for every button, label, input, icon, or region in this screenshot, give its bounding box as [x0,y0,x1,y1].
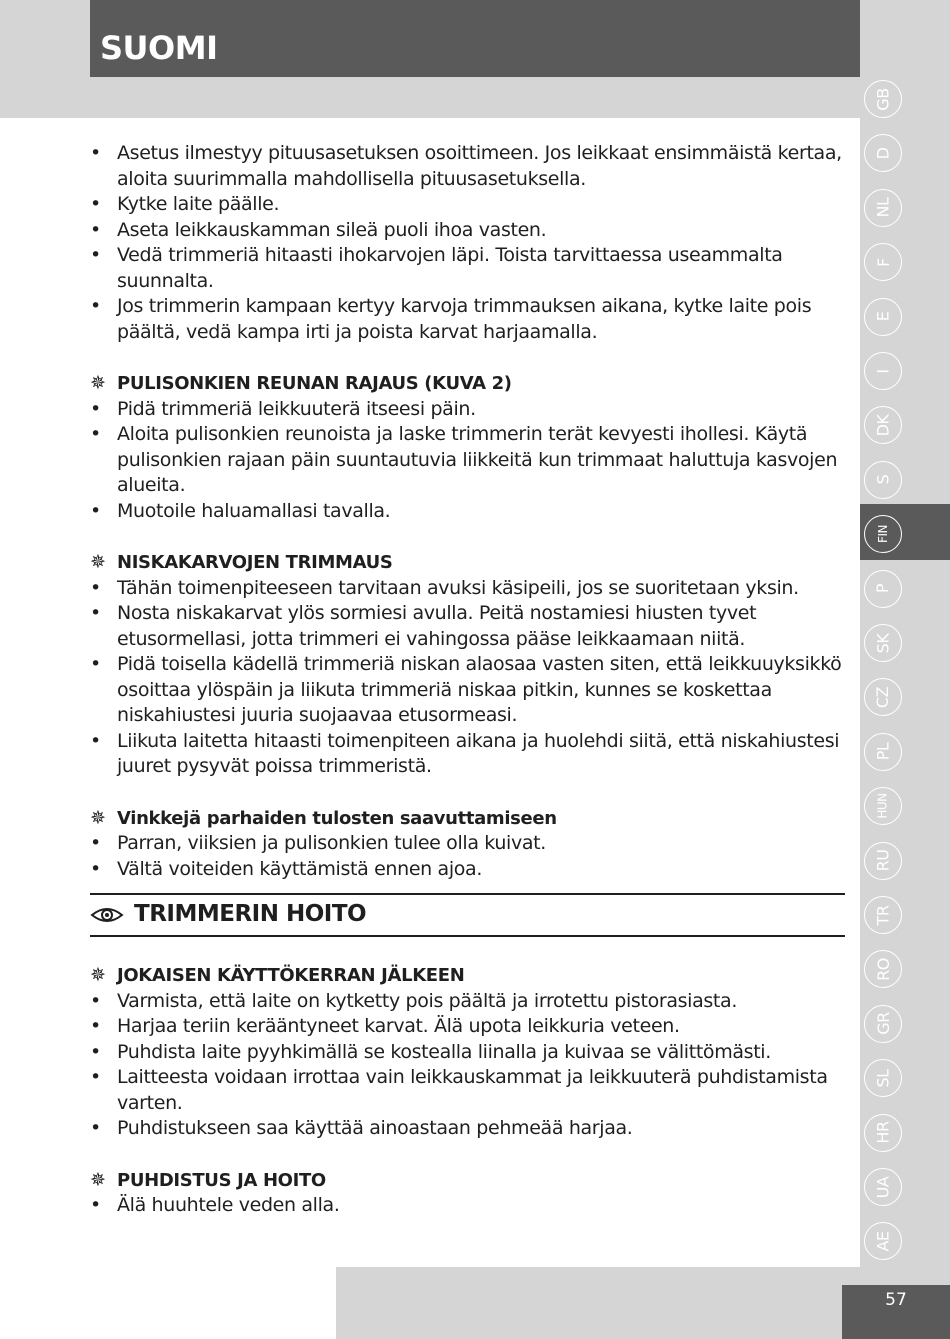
language-tab-sl[interactable] [864,1059,902,1097]
sparkle-icon: ✵ [90,372,106,394]
intro-list [90,141,845,345]
language-tab-label: F [873,257,893,267]
language-tab-label: GB [873,87,893,111]
list-item: • Pidä trimmeriä leikkuuterä itseesi päin. [90,397,845,423]
main-content [90,141,845,1219]
heading-text: NISKAKARVOJEN TRIMMAUS [117,552,393,573]
section-heading-after-use [90,963,845,989]
language-tab-nl[interactable] [864,189,902,227]
heading-text: PULISONKIEN REUNAN RAJAUS (KUVA 2) [117,373,512,394]
language-tab-label: PL [873,743,893,761]
section-heading-neck [90,550,845,576]
language-tab-label: D [873,147,893,160]
heading-text: JOKAISEN KÄYTTÖKERRAN JÄLKEEN [117,965,465,986]
sparkle-icon: ✵ [90,551,106,573]
list-item: • Varmista, että laite on kytketty pois päältä ja irrotettu pistorasiasta. [90,989,845,1015]
language-tab-label: HR [873,1121,893,1144]
neck-list [90,576,845,780]
language-tab-label: SL [873,1069,893,1088]
page-number: 57 [885,1290,907,1310]
tips-list [90,831,845,882]
language-tab-label: HUN [875,793,890,819]
list-item: • Aloita pulisonkien reunoista ja laske trimmerin terät kevyesti ihollesi. Käytä pulisonkien rajaan päin suuntautuvia liikkeitä kun trimmaat haluttuja kasvojen alueita. [90,422,845,499]
language-tab-f[interactable] [864,243,902,281]
section-heading-tips [90,806,845,832]
list-item: • Aseta leikkauskamman sileä puoli ihoa vasten. [90,218,845,244]
language-tab-s[interactable] [864,461,902,499]
sparkle-icon: ✵ [90,806,106,829]
spacer [90,937,845,963]
language-tab-sk[interactable] [864,624,902,662]
language-tab-ru[interactable] [864,842,902,880]
language-tab-label: TR [873,905,893,925]
sideburns-list [90,397,845,525]
language-tab-label: DK [873,414,893,437]
care-section-title: TRIMMERIN HOITO [134,901,367,928]
language-tab-label: UA [873,1176,893,1198]
eye-icon [90,905,124,925]
page-number-box [842,1285,950,1339]
list-item: • Nosta niskakarvat ylös sormiesi avulla. Peitä nostamiesi hiusten tyvet etusormellasi, jotta trimmeri ei vahingossa pääse leikkaamaan niitä. [90,601,845,652]
list-item: • Puhdista laite pyyhkimällä se kostealla liinalla ja kuivaa se välittömästi. [90,1040,845,1066]
language-tab-label: RO [873,958,893,981]
language-tab-gr[interactable] [864,1005,902,1043]
language-tab-label: FIN [875,525,890,544]
list-item: • Kytke laite päälle. [90,192,845,218]
sparkle-icon: ✵ [90,1168,106,1191]
cleaning-list [90,1193,845,1219]
language-tab-label: S [873,474,893,485]
list-item: • Vedä trimmeriä hitaasti ihokarvojen läpi. Toista tarvittaessa useammalta suunnalta. [90,243,845,294]
language-tab-label: CZ [873,686,893,708]
language-tab-i[interactable] [864,352,902,390]
language-tab-label: SK [873,633,893,653]
language-tab-e[interactable] [864,298,902,336]
care-section-bar [90,893,845,937]
section-heading-sideburns [90,371,845,397]
list-item: • Puhdistukseen saa käyttää ainoastaan pehmeää harjaa. [90,1116,845,1142]
sparkle-icon: ✵ [90,964,106,986]
language-tab-ua[interactable] [864,1168,902,1206]
heading-text: PUHDISTUS JA HOITO [117,1169,326,1191]
list-item: • Parran, viiksien ja pulisonkien tulee olla kuivat. [90,831,845,857]
after-use-list [90,989,845,1142]
list-item: • Pidä toisella kädellä trimmeriä niskan alaosaa vasten siten, että leikkuuyksikkö osoittaa ylöspäin ja liikuta trimmeriä niskaa pitkin, kunnes se koskettaa niskahiustesi juuria suojaavaa etusormeasi. [90,652,845,729]
list-item: • Jos trimmerin kampaan kertyy karvoja trimmauksen aikana, kytke laite pois päältä, vedä kampa irti ja poista karvat harjaamalla. [90,294,845,345]
list-item: • Asetus ilmestyy pituusasetuksen osoittimeen. Jos leikkaat ensimmäistä kertaa, aloita suurimmalla mahdollisella pituusasetuksella. [90,141,845,192]
bottom-band [336,1267,860,1339]
heading-text: Vinkkejä parhaiden tulosten saavuttamiseen [117,807,557,829]
list-item: • Liikuta laitetta hitaasti toimenpiteen aikana ja huolehdi siitä, että niskahiustesi juuret pysyvät poissa trimmeristä. [90,729,845,780]
language-tab-label: RU [873,849,893,872]
list-item: • Muotoile haluamallasi tavalla. [90,499,845,525]
language-tab-p[interactable] [864,570,902,608]
list-item: • Laitteesta voidaan irrottaa vain leikkauskammat ja leikkuuterä puhdistamista varten. [90,1065,845,1116]
list-item: • Tähän toimenpiteeseen tarvitaan avuksi käsipeili, jos se suoritetaan yksin. [90,576,845,602]
page-title: SUOMI [100,29,218,67]
list-item: • Vältä voiteiden käyttämistä ennen ajoa. [90,857,845,883]
language-tab-pl[interactable] [864,733,902,771]
section-heading-cleaning [90,1168,845,1194]
list-item: • Harjaa teriin kerääntyneet karvat. Älä upota leikkuria veteen. [90,1014,845,1040]
language-header [90,0,860,77]
language-tab-label: NL [873,197,893,218]
language-tab-label: P [873,584,893,594]
language-tab-fin[interactable] [864,515,902,553]
language-tab-label: GR [873,1012,893,1036]
language-tab-label: AE [873,1231,893,1252]
spacer [90,345,845,371]
language-tab-label: I [873,368,893,374]
language-tab-hun[interactable] [864,787,902,825]
list-item: • Älä huuhtele veden alla. [90,1193,845,1219]
language-tab-hr[interactable] [864,1114,902,1152]
spacer [90,1142,845,1168]
spacer [90,780,845,806]
spacer [90,524,845,550]
language-tab-gb[interactable] [864,80,902,118]
language-tab-tr[interactable] [864,896,902,934]
language-tab-label: E [873,311,893,322]
